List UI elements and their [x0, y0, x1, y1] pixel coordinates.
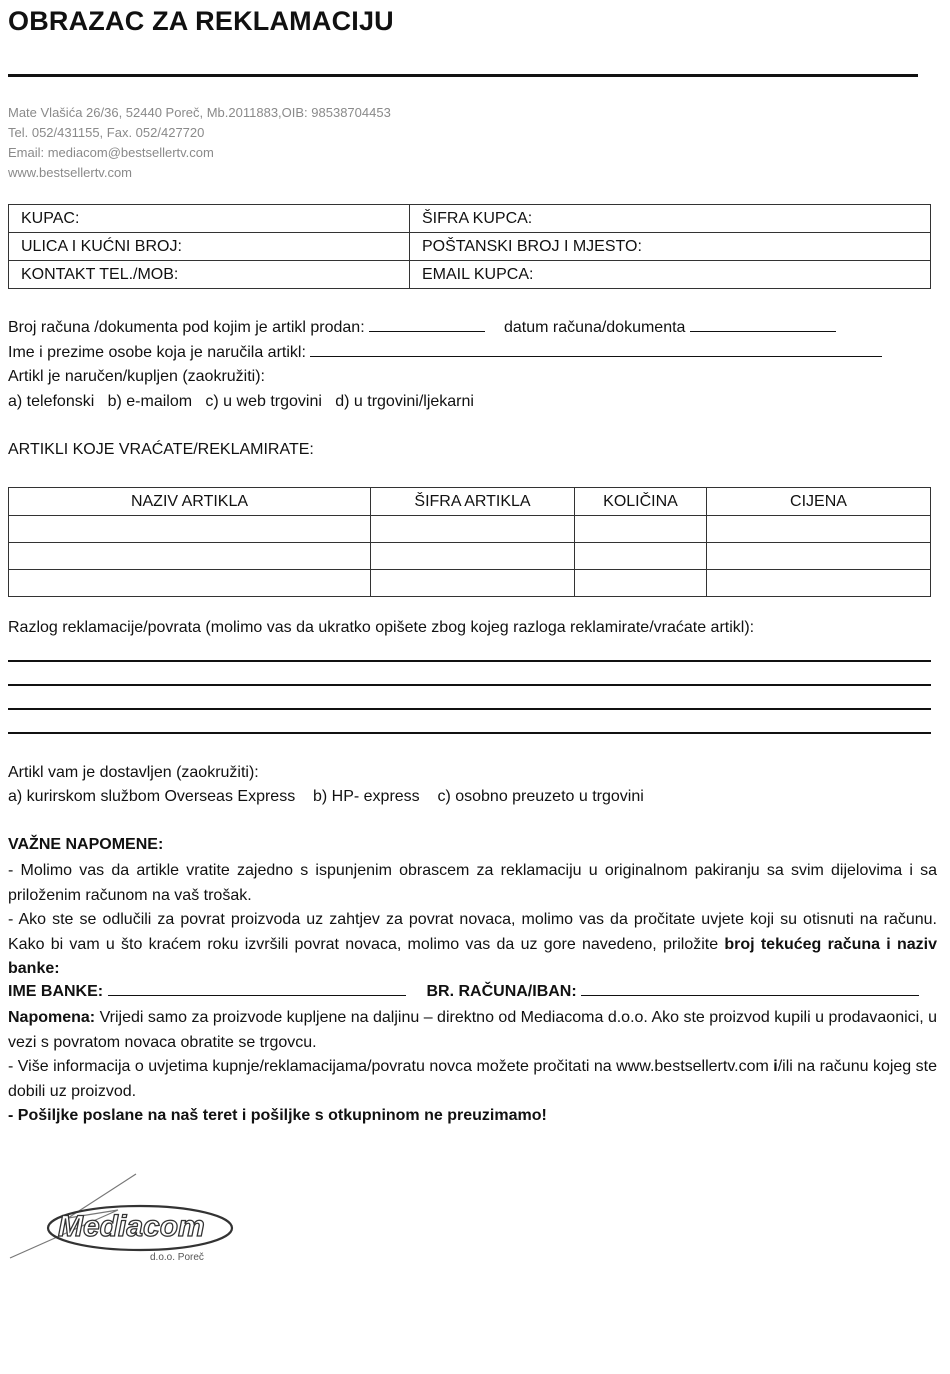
articles-table [8, 487, 931, 597]
price-cell[interactable] [707, 543, 931, 570]
remark-label: Napomena: [8, 1009, 96, 1026]
table-row [9, 205, 931, 233]
iban-field[interactable] [581, 983, 919, 996]
reason-line-4[interactable] [8, 732, 931, 734]
article-code-cell[interactable] [371, 543, 575, 570]
note-return-package: - Molimo vas da artikle vratite zajedno s ispunjenim obrascem za reklamaciju u originalnom pakiranju sa svim dijelovima i sa priloženim računom na vaš trošak. [8, 862, 937, 904]
reason-label: Razlog reklamacije/povrata (molimo vas da ukratko opišete zbog kojeg razloga reklamirate/vraćate artikl): [8, 619, 755, 636]
company-email: Email: mediacom@bestsellertv.com [8, 145, 214, 160]
bank-line [8, 983, 919, 1001]
postal-field[interactable]: POŠTANSKI BROJ I MJESTO: [410, 233, 931, 261]
orderer-label: Ime i prezime osobe koja je naručila artikl: [8, 344, 306, 361]
invoice-line [8, 319, 836, 337]
quantity-cell[interactable] [575, 543, 707, 570]
company-phone: Tel. 052/431155, Fax. 052/427720 [8, 125, 205, 140]
bank-name-label: IME BANKE: [8, 983, 104, 1000]
table-row [9, 570, 931, 597]
table-row [9, 261, 931, 289]
invoice-label: Broj računa /dokumenta pod kojim je artikl prodan: [8, 319, 365, 336]
note-refund-text: - Ako ste se odlučili za povrat proizvoda uz zahtjev za povrat novaca, molimo vas da pročitate uvjete koji su otisnuti na računu. Kako bi vam u što kraćem roku izvršili povrat novaca, molimo vas da uz gore navedeno, priložite [8, 911, 937, 953]
col-quantity: KOLIČINA [575, 488, 707, 516]
article-name-cell[interactable] [9, 516, 371, 543]
ordered-via-options[interactable]: a) telefonski b) e-mailom c) u web trgovini d) u trgovini/ljekarni [8, 393, 474, 410]
note-remark [8, 1006, 937, 1055]
article-name-cell[interactable] [9, 543, 371, 570]
invoice-number-field[interactable] [369, 319, 485, 332]
note-refund-bold: broj tekućeg računa i naziv banke: [8, 935, 938, 977]
price-cell[interactable] [707, 516, 931, 543]
articles-heading: ARTIKLI KOJE VRAĆATE/REKLAMIRATE: [8, 441, 314, 458]
mediacom-logo [8, 1170, 238, 1270]
invoice-date-field[interactable] [690, 319, 836, 332]
bank-name-field[interactable] [108, 983, 406, 996]
quantity-cell[interactable] [575, 516, 707, 543]
table-row [9, 516, 931, 543]
col-article-code: ŠIFRA ARTIKLA [371, 488, 575, 516]
form-title: OBRAZAC ZA REKLAMACIJU [8, 6, 394, 36]
contact-phone-field[interactable]: KONTAKT TEL./MOB: [9, 261, 410, 289]
iban-label: BR. RAČUNA/IBAN: [426, 983, 577, 1000]
street-field[interactable]: ULICA I KUĆNI BROJ: [9, 233, 410, 261]
delivery-label: Artikl vam je dostavljen (zaokružiti): [8, 764, 259, 781]
note-refund [8, 908, 937, 982]
table-row [9, 233, 931, 261]
col-article-name: NAZIV ARTIKLA [9, 488, 371, 516]
remark-text: Vrijedi samo za proizvode kupljene na daljinu – direktno od Mediacoma d.o.o. Ako ste proizvod kupili u prodavaonici, u vezi s povratom novaca obratite se trgovcu. [8, 1009, 937, 1051]
logo-brand-text: Mediacom [58, 1210, 205, 1243]
reason-line-3[interactable] [8, 708, 931, 710]
article-code-cell[interactable] [371, 516, 575, 543]
customer-table [8, 204, 931, 289]
quantity-cell[interactable] [575, 570, 707, 597]
reason-line-2[interactable] [8, 684, 931, 686]
customer-email-field[interactable]: EMAIL KUPCA: [410, 261, 931, 289]
customer-code-field[interactable]: ŠIFRA KUPCA: [410, 205, 931, 233]
customer-field[interactable]: KUPAC: [9, 205, 410, 233]
note-more-info [8, 1055, 937, 1104]
title-underline [8, 74, 918, 77]
table-row [9, 543, 931, 570]
company-website: www.bestsellertv.com [8, 165, 133, 180]
article-code-cell[interactable] [371, 570, 575, 597]
company-address: Mate Vlašića 26/36, 52440 Poreč, Mb.2011883,OIB: 98538704453 [8, 105, 391, 120]
note-shipments: - Pošiljke poslane na naš teret i pošiljke s otkupninom ne preuzimamo! [8, 1107, 547, 1124]
ordered-via-label: Artikl je naručen/kupljen (zaokružiti): [8, 368, 265, 385]
important-notes-heading: VAŽNE NAPOMENE: [8, 836, 164, 853]
orderer-line [8, 344, 882, 362]
price-cell[interactable] [707, 570, 931, 597]
col-price: CIJENA [707, 488, 931, 516]
more-info-i: i [773, 1058, 778, 1075]
invoice-date-label: datum računa/dokumenta [504, 319, 686, 336]
more-info-text-end: /ili na računu kojeg ste dobili uz proizvod. [8, 1058, 938, 1100]
orderer-field[interactable] [310, 344, 882, 357]
company-info [8, 103, 391, 183]
reason-line-1[interactable] [8, 660, 931, 662]
more-info-text: - Više informacija o uvjetima kupnje/reklamacijama/povratu novca možete pročitati na www.bestsellertv.com [8, 1058, 774, 1075]
mediacom-logo-graphic [8, 1170, 238, 1270]
table-header-row [9, 488, 931, 516]
article-name-cell[interactable] [9, 570, 371, 597]
logo-sub-text: d.o.o. Poreč [150, 1252, 204, 1263]
delivery-options[interactable]: a) kurirskom službom Overseas Express b) HP- express c) osobno preuzeto u trgovini [8, 788, 644, 805]
